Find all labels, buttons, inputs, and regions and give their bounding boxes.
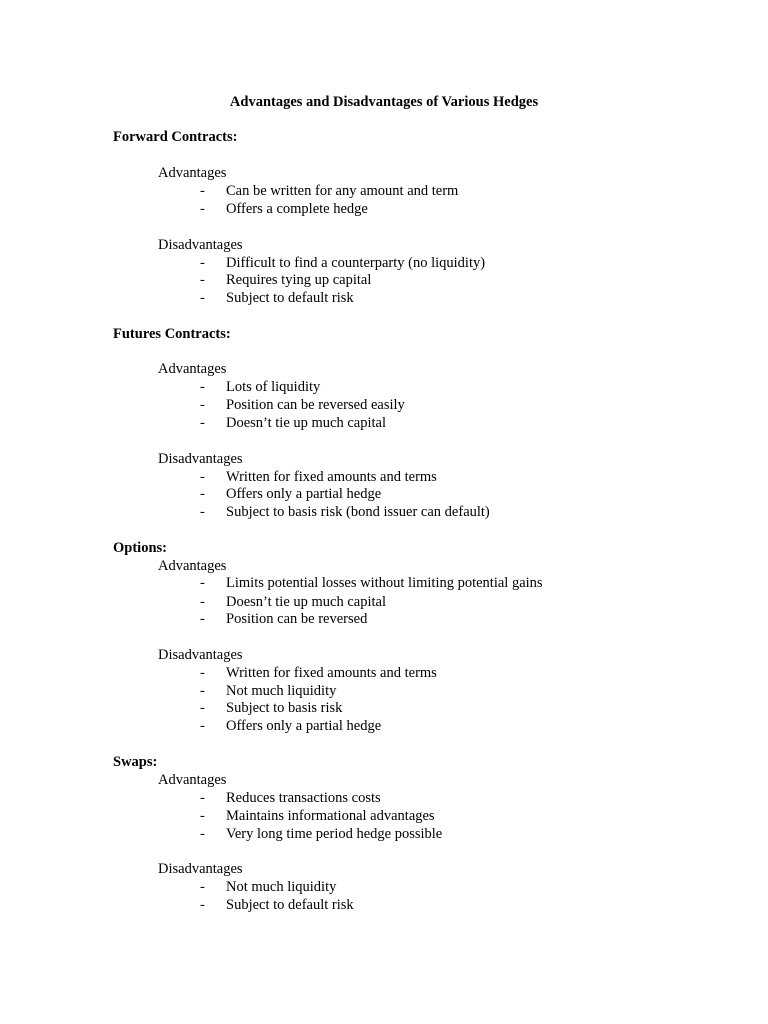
bullet-dash: -	[200, 879, 205, 895]
document-title: Advantages and Disadvantages of Various Hedges	[229, 94, 539, 110]
bullet-dash: -	[200, 683, 205, 699]
section-heading: Options:	[113, 540, 167, 556]
list-item	[200, 469, 437, 487]
list-item	[200, 700, 342, 718]
list-item-text: Can be written for any amount and term	[226, 183, 459, 199]
list-item	[200, 897, 354, 915]
list-item	[200, 575, 543, 593]
bullet-dash: -	[200, 575, 205, 591]
disadvantages-label: Disadvantages	[158, 237, 243, 253]
section-heading: Forward Contracts:	[113, 129, 238, 145]
list-item-text: Reduces transactions costs	[226, 790, 381, 806]
bullet-dash: -	[200, 826, 205, 842]
list-item	[200, 272, 371, 290]
disadvantages-label: Disadvantages	[158, 451, 243, 467]
list-item	[200, 683, 336, 701]
bullet-dash: -	[200, 594, 205, 610]
bullet-dash: -	[200, 504, 205, 520]
list-item	[200, 594, 386, 612]
advantages-label: Advantages	[158, 361, 227, 377]
list-item-text: Doesn’t tie up much capital	[226, 415, 386, 431]
bullet-dash: -	[200, 808, 205, 824]
advantages-label: Advantages	[158, 558, 227, 574]
list-item-text: Maintains informational advantages	[226, 808, 435, 824]
list-item	[200, 808, 435, 826]
list-item	[200, 183, 458, 201]
list-item-text: Subject to basis risk (bond issuer can default)	[226, 504, 490, 520]
disadvantages-label: Disadvantages	[158, 861, 243, 877]
list-item-text: Doesn’t tie up much capital	[226, 594, 386, 610]
bullet-dash: -	[200, 272, 205, 288]
bullet-dash: -	[200, 255, 205, 271]
bullet-dash: -	[200, 790, 205, 806]
list-item	[200, 201, 368, 219]
list-item-text: Subject to default risk	[226, 897, 354, 913]
list-item	[200, 290, 354, 308]
bullet-dash: -	[200, 718, 205, 734]
list-item-text: Difficult to find a counterparty (no liquidity)	[226, 255, 486, 271]
list-item-text: Subject to basis risk	[226, 700, 343, 716]
bullet-dash: -	[200, 415, 205, 431]
bullet-dash: -	[200, 611, 205, 627]
bullet-dash: -	[200, 897, 205, 913]
list-item-text: Not much liquidity	[226, 879, 337, 895]
bullet-dash: -	[200, 665, 205, 681]
list-item	[200, 504, 490, 522]
advantages-label: Advantages	[158, 165, 227, 181]
bullet-dash: -	[200, 469, 205, 485]
list-item	[200, 486, 381, 504]
list-item-text: Offers only a partial hedge	[226, 718, 382, 734]
list-item-text: Not much liquidity	[226, 683, 337, 699]
list-item	[200, 665, 437, 683]
section-heading: Futures Contracts:	[113, 326, 231, 342]
list-item-text: Written for fixed amounts and terms	[226, 665, 437, 681]
bullet-dash: -	[200, 486, 205, 502]
list-item-text: Requires tying up capital	[226, 272, 372, 288]
bullet-dash: -	[200, 379, 205, 395]
bullet-dash: -	[200, 183, 205, 199]
disadvantages-label: Disadvantages	[158, 647, 243, 663]
list-item-text: Written for fixed amounts and terms	[226, 469, 437, 485]
list-item-text: Offers a complete hedge	[226, 201, 368, 217]
list-item-text: Offers only a partial hedge	[226, 486, 382, 502]
bullet-dash: -	[200, 397, 205, 413]
list-item	[200, 379, 320, 397]
list-item	[200, 790, 381, 808]
advantages-label: Advantages	[158, 772, 227, 788]
list-item	[200, 879, 336, 897]
list-item-text: Limits potential losses without limiting potential gains	[226, 575, 543, 591]
list-item	[200, 397, 405, 415]
list-item-text: Very long time period hedge possible	[226, 826, 443, 842]
list-item	[200, 415, 386, 433]
list-item-text: Position can be reversed easily	[226, 397, 405, 413]
list-item	[200, 718, 381, 736]
section-heading: Swaps:	[113, 754, 158, 770]
list-item	[200, 826, 442, 844]
bullet-dash: -	[200, 290, 205, 306]
list-item-text: Lots of liquidity	[226, 379, 321, 395]
list-item	[200, 611, 367, 629]
list-item-text: Subject to default risk	[226, 290, 354, 306]
list-item	[200, 255, 485, 273]
bullet-dash: -	[200, 700, 205, 716]
bullet-dash: -	[200, 201, 205, 217]
list-item-text: Position can be reversed	[226, 611, 368, 627]
